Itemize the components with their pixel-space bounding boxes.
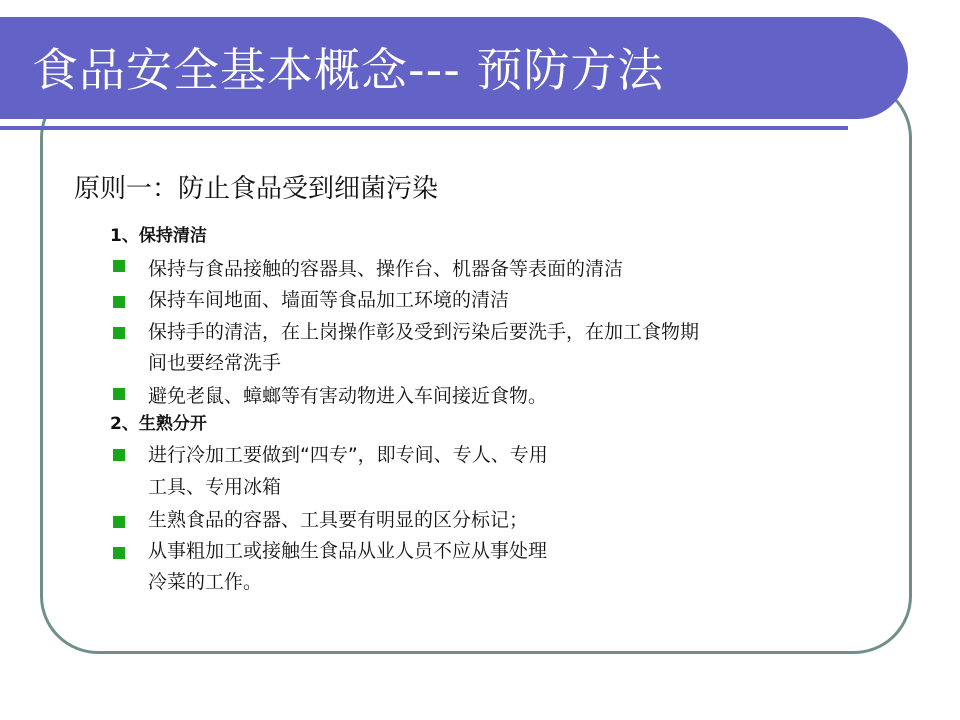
bullet-text-continued: 工具、专用冰箱 xyxy=(148,476,282,498)
section-heading: 2、生熟分开 xyxy=(110,414,207,434)
square-bullet-icon xyxy=(113,260,125,272)
bullet-text-continued: 冷菜的工作。 xyxy=(148,571,263,593)
square-bullet-icon xyxy=(113,296,125,308)
square-bullet-icon xyxy=(113,547,125,559)
square-bullet-icon xyxy=(113,327,125,339)
bullet-text: 保持车间地面、墙面等食品加工环境的清洁 xyxy=(148,289,510,311)
square-bullet-icon xyxy=(113,516,125,528)
bullet-text: 保持手的清洁，在上岗操作彰及受到污染后要洗手，在加工食物期 xyxy=(148,321,700,343)
slide-title: 食品安全基本概念--- 预防方法 xyxy=(32,43,665,97)
title-underline xyxy=(0,126,848,130)
bullet-text: 进行冷加工要做到“四专”，即专间、专人、专用 xyxy=(148,444,548,466)
bullet-text: 生熟食品的容器、工具要有明显的区分标记； xyxy=(148,509,529,531)
square-bullet-icon xyxy=(113,449,125,461)
bullet-text-continued: 间也要经常洗手 xyxy=(148,352,282,374)
bullet-text: 保持与食品接触的容器具、操作台、机器备等表面的清洁 xyxy=(148,258,624,280)
bullet-text: 避免老鼠、蟑螂等有害动物进入车间接近食物。 xyxy=(148,385,548,407)
principle-heading: 原则一：防止食品受到细菌污染 xyxy=(74,174,439,204)
bullet-text: 从事粗加工或接触生食品从业人员不应从事处理 xyxy=(148,540,548,562)
square-bullet-icon xyxy=(113,388,125,400)
section-heading: 1、保持清洁 xyxy=(110,226,207,246)
